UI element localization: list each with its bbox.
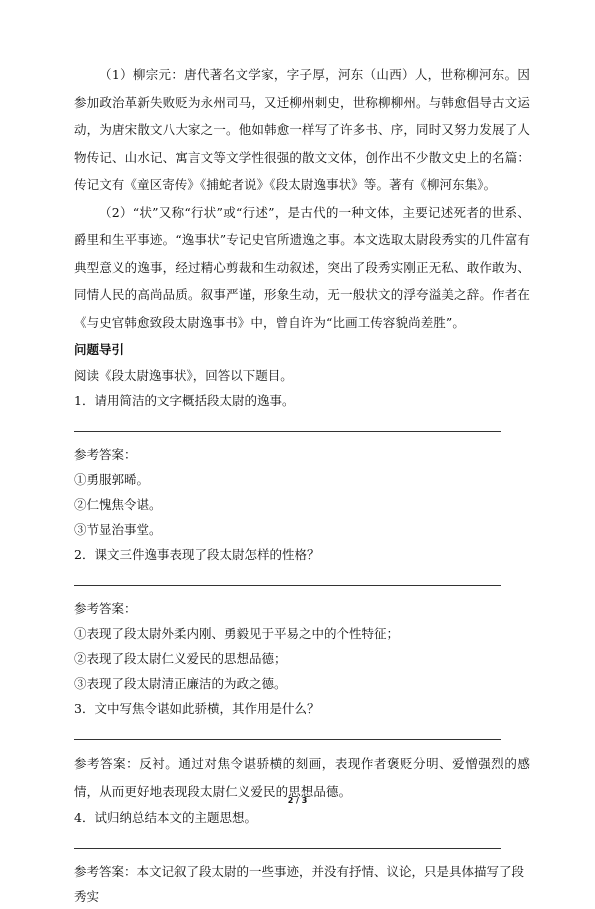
answer-2-item: ③表现了段太尉清正廉洁的为政之德。: [74, 676, 287, 691]
question-2: 2．课文三件逸事表现了段太尉怎样的性格？: [74, 547, 320, 562]
answer-blank-3[interactable]: [74, 727, 501, 740]
answer-label-2: 参考答案：: [74, 601, 137, 616]
answer-blank-4[interactable]: [74, 836, 501, 849]
answer-4: 参考答案：本文记叙了段太尉的一些事迹，并没有抒情、议论，只是具体描写了段秀实: [74, 864, 525, 904]
answer-1-item: ③节显治事堂。: [74, 522, 162, 537]
section-heading: 问题导引: [74, 342, 125, 357]
note-liu-zongyuan: （1）柳宗元：唐代著名文学家，字子厚，河东（山西）人，世称柳河东。因参加政治革新失败贬为永州司马，又迁柳州刺史，世称柳柳州。与韩愈倡导古文运动，为唐宋散文八大家之一。他如韩愈一样写了许多书、序，同时又努力发展了人物传记、山水记、寓言文等文学性很强的散文文体，创作出不少散文史上的名篇：传记文有《童区寄传》《捕蛇者说》《段太尉逸事状》等。著有《柳河东集》。: [74, 67, 530, 192]
page-content: [74, 61, 530, 909]
answer-1-item: ②仁愧焦令谌。: [74, 497, 162, 512]
note-zhuang-genre: （2）“状”又称“行状”或“行述”，是古代的一种文体，主要记述死者的世系、爵里和生平事迹。“逸事状”专记史官所遗逸之事。本文选取太尉段秀实的几件富有典型意义的逸事，经过精心剪裁和生动叙述，突出了段秀实刚正无私、敢作敢为、同情人民的高尚品质。叙事严谨，形象生动，无一般状文的浮夸溢美之辞。作者在《与史官韩愈致段太尉逸事书》中，曾自许为“比画工传容貌尚差胜”。: [74, 204, 530, 330]
page-number: 2 / 3: [287, 796, 308, 805]
answer-2-item: ①表现了段太尉外柔内刚、勇毅见于平易之中的个性特征；: [74, 626, 400, 641]
answer-blank-1[interactable]: [74, 419, 501, 432]
answer-1-item: ①勇服郭晞。: [74, 472, 150, 487]
answer-2-item: ②表现了段太尉仁义爱民的思想品德；: [74, 651, 287, 666]
question-4: 4．试归纳总结本文的主题思想。: [74, 810, 257, 825]
question-3: 3．文中写焦令谌如此骄横，其作用是什么？: [74, 701, 320, 716]
answer-3: 参考答案：反衬。通过对焦令谌骄横的刻画，表现作者褒贬分明、爱憎强烈的感情，从而更好地表现段太尉仁义爱民的思想品德。: [74, 756, 530, 799]
answer-label-1: 参考答案：: [74, 447, 137, 462]
answer-blank-2[interactable]: [74, 573, 501, 586]
reading-instruction: 阅读《段太尉逸事状》，回答以下题目。: [74, 368, 293, 383]
question-1: 1．请用简洁的文字概括段太尉的逸事。: [74, 393, 295, 408]
